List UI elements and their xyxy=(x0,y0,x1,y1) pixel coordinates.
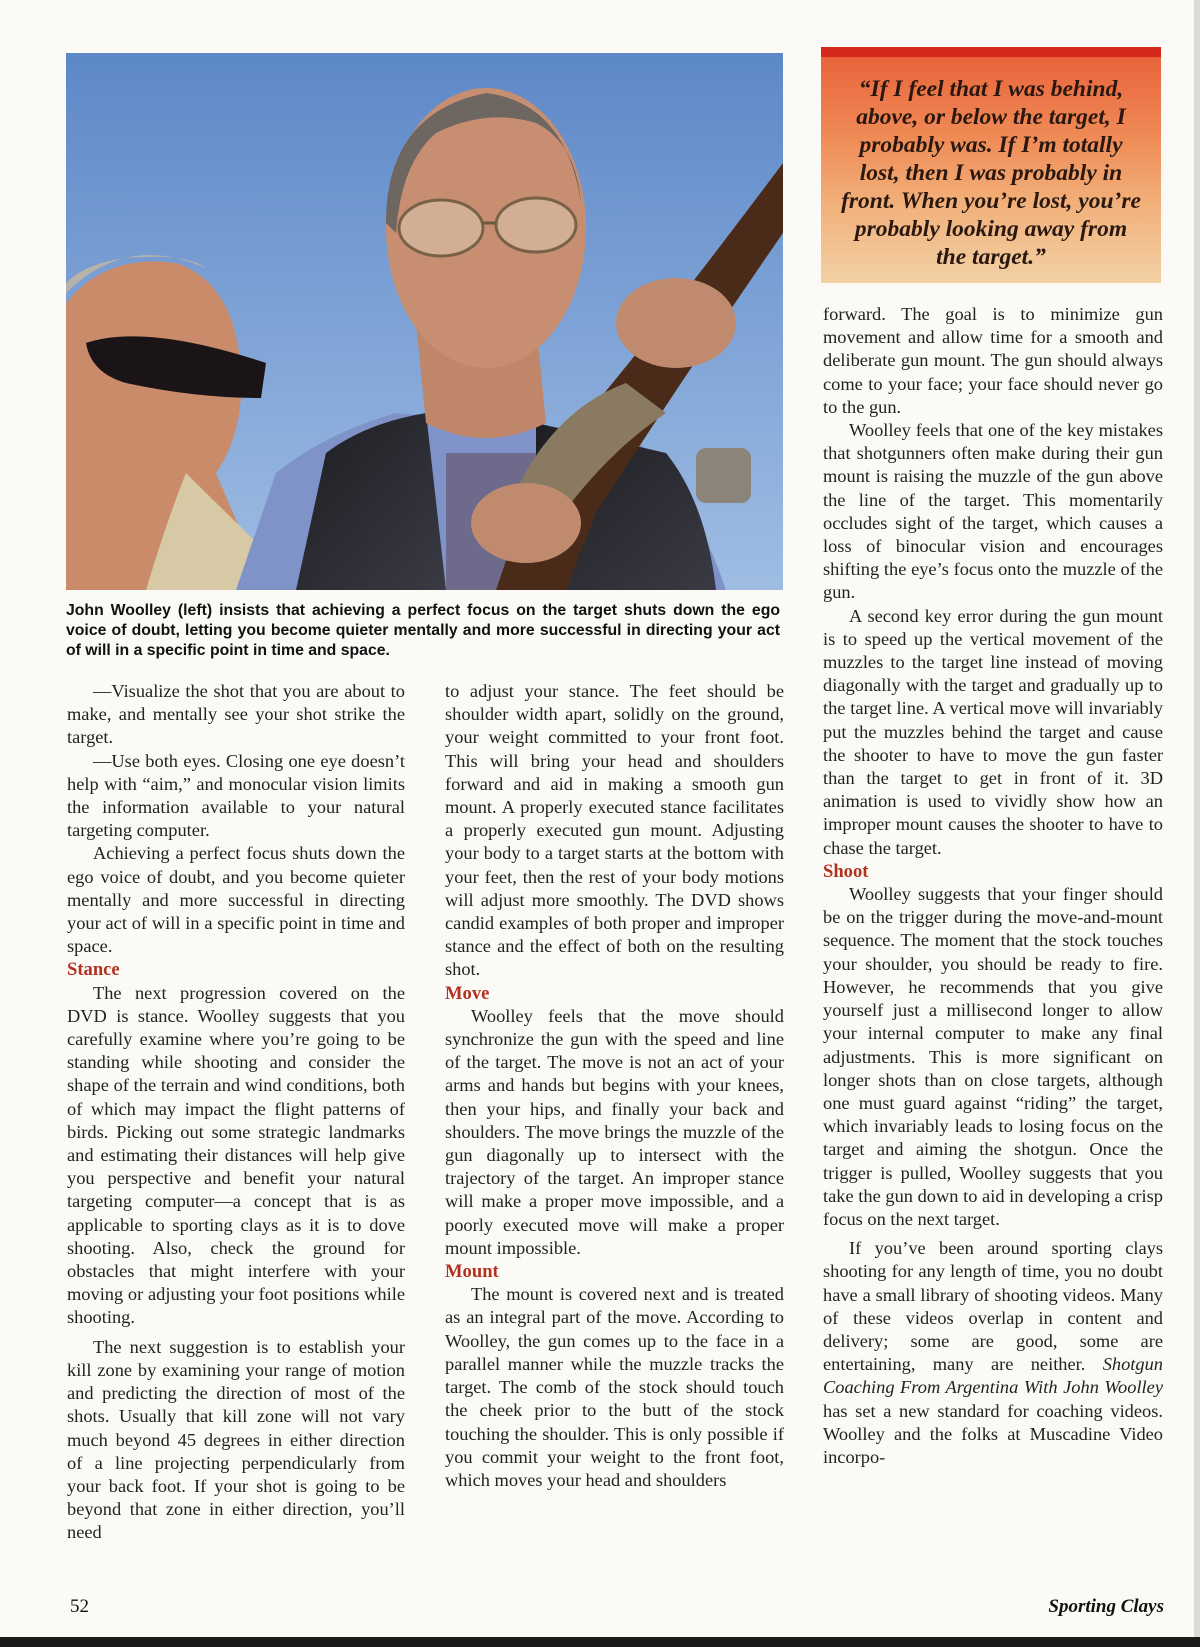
paragraph: Achieving a perfect focus shuts down the ego voice of doubt, and you become quieter mentally and more successful in directing your act of will in a specific point in time and space. xyxy=(67,843,405,957)
paragraph: The next suggestion is to establish your kill zone by examining your range of motion and predicting the direction of most of the shots. Usually that kill zone will not vary much beyond 45 degrees in either direction of a line projecting perpendicularly from your back foot. If your shot is going to be beyond that zone in either direction, you’ll need xyxy=(67,1336,405,1543)
pull-quote-box xyxy=(821,47,1161,283)
paragraph: Woolley feels that one of the key mistakes that shotgunners often make during their gun mount is raising the muzzle of the gun above the line of the target. This momentarily occludes sight of the target, which causes a loss of binocular vision and encourages shifting the eye’s focus onto the muzzle of the gun. xyxy=(823,420,1163,603)
photo-shooters xyxy=(66,53,783,590)
page-edge xyxy=(1194,0,1200,1647)
paragraph: forward. The goal is to minimize gun movement and allow time for a smooth and deliberate gun mount. The gun should always come to your face; your face should never go to the gun. xyxy=(823,304,1163,417)
scan-edge xyxy=(0,1637,1200,1647)
paragraph: Woolley suggests that your finger should be on the trigger during the move-and-mount sequence. The moment that the stock touches your shoulder, you should be ready to fire. However, he recommends that you give yourself just a millisecond longer to allow your internal computer to make any final adjustments. This is more significant on longer shots than on close targets, although one must guard against “riding” the target, which invariably leads to losing focus on the target and aiming the shotgun. Once the trigger is pulled, Woolley suggests that you take the gun down to aid in developing a crisp focus on the next target. xyxy=(823,884,1163,1229)
paragraph: A second key error during the gun mount is to speed up the vertical movement of the muzzles to the target line instead of moving diagonally with the target and gradually up to the target line. A vertical move will invariably put the muzzles behind the target and cause the shooter to have to move the gun faster than the target to get in front of it. 3D animation is used to vividly show how an improper mount causes the shooter to have to chase the target. xyxy=(823,605,1163,858)
paragraph: The mount is covered next and is treated as an integral part of the move. According to Woolley, the gun comes up to the face in a parallel manner while the muzzle tracks the target. The comb of the stock should touch the cheek prior to the butt of the stock touching the shoulder. This is only possible if you commit your weight to the front foot, which moves your head and shoulders xyxy=(445,1284,784,1490)
section-heading-move: Move xyxy=(445,982,490,1004)
magazine-name: Sporting Clays xyxy=(1048,1596,1164,1617)
paragraph: —Visualize the shot that you are about to make, and mentally see your shot strike the target. xyxy=(67,681,405,748)
article-column-1 xyxy=(67,680,405,1545)
paragraph xyxy=(823,1237,1163,1469)
paragraph-text: has set a new standard for coaching videos. Woolley and the folks at Muscadine Video incorpo- xyxy=(823,1400,1163,1467)
paragraph: Woolley feels that the move should synchronize the gun with the speed and line of the target. The move is not an act of your arms and hands but begins with your knees, then your hips, and finally your back and shoulders. The move brings the muzzle of the gun diagonally up to intersect with the trajectory of the target. An improper stance will make a proper move impossible, and a poorly executed move will make a proper mount impossible. xyxy=(445,1005,784,1258)
article-column-2 xyxy=(445,680,784,1492)
section-heading-shoot: Shoot xyxy=(823,860,869,882)
page-number: 52 xyxy=(70,1596,89,1617)
paragraph: to adjust your stance. The feet should be shoulder width apart, solidly on the ground, your weight committed to your front foot. This will bring your head and shoulders forward and aid in making a smooth gun mount. A properly executed stance facilitates a properly executed gun mount. Adjusting your body to a target starts at the bottom with your feet, then the rest of your body motions will adjust more smoothly. The DVD shows candid examples of both proper and improper stance and the effect of both on the resulting shot. xyxy=(445,681,784,980)
video-title: Shotgun Coaching From Argentina With John Woolley xyxy=(823,1354,1163,1398)
article-column-3 xyxy=(823,303,1163,1469)
paragraph: The next progression covered on the DVD is stance. Woolley suggests that you carefully examine where you’re going to be standing while shooting and consider the shape of the terrain and wind conditions, both of which may impact the flight patterns of birds. Picking out some strategic landmarks and estimating their distances will help give you perspective and benefit your natural targeting computer—a concept that is as applicable to sporting clays as it is to dove shooting. Also, check the ground for obstacles that might interfere with your moving or adjusting your foot positions while shooting. xyxy=(67,982,405,1328)
section-heading-mount: Mount xyxy=(445,1261,499,1283)
photo-illustration xyxy=(66,53,783,590)
paragraph: —Use both eyes. Closing one eye doesn’t help with “aim,” and monocular vision limits the information available to your natural targeting computer. xyxy=(67,750,405,841)
section-heading-stance: Stance xyxy=(67,959,120,981)
photo-caption: John Woolley (left) insists that achieving a perfect focus on the target shuts down the ego voice of doubt, letting you become quieter mentally and more successful in directing your act of will in a specific point in time and space. xyxy=(66,602,780,659)
paragraph-text: If you’ve been around sporting clays shooting for any length of time, you no doubt have a small library of shooting videos. Many of these videos overlap in content and delivery; some are good, some are entertaining, many are neither. xyxy=(823,1238,1163,1375)
pull-quote-text: “If I feel that I was behind, above, or below the target, I probably was. If I’m totally lost, then I was probably in front. When you’re lost, you’re probably looking away from the target.” xyxy=(841,76,1141,270)
